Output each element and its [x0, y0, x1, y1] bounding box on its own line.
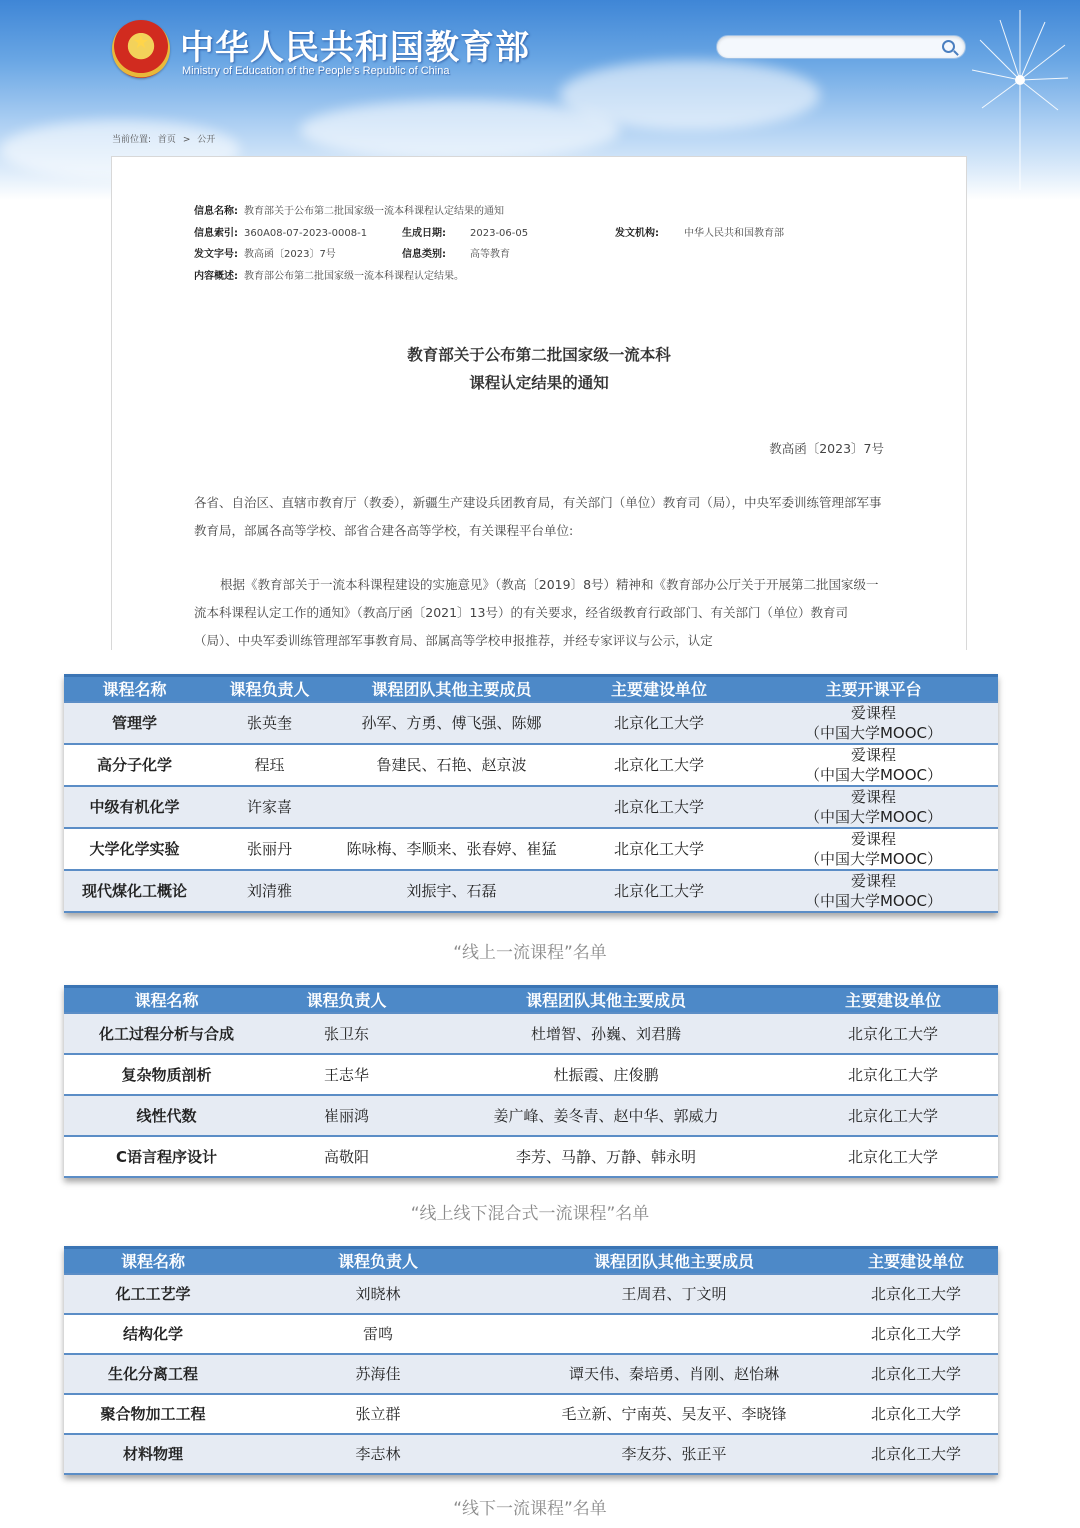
main-unit: 北京化工大学 [569, 828, 749, 870]
course-name: 高分子化学 [64, 744, 205, 786]
table-header-row [64, 676, 998, 702]
course-leader: 张丽丹 [205, 828, 334, 870]
meta-docno-label: 发文字号: [194, 249, 238, 260]
column-header: 主要建设单位 [834, 1248, 998, 1274]
platform-name: 爱课程 [850, 871, 896, 890]
course-leader: 程珏 [205, 744, 334, 786]
table-caption: “线上一流课程”名单 [453, 943, 607, 963]
dandelion-decoration [960, 0, 1070, 190]
main-unit: 北京化工大学 [788, 1136, 998, 1177]
course-name: 复杂物质剖析 [64, 1054, 269, 1095]
course-name: 现代煤化工概论 [64, 870, 205, 912]
national-emblem-logo [112, 20, 170, 78]
document-title [112, 341, 966, 397]
main-unit: 北京化工大学 [834, 1274, 998, 1314]
course-name: 化工过程分析与合成 [64, 1013, 269, 1054]
meta-org-value: 中华人民共和国教育部 [684, 227, 784, 239]
document-number: 教高函〔2023〕7号 [769, 441, 884, 456]
platform-sub: （中国大学MOOC） [804, 723, 943, 742]
main-unit: 北京化工大学 [834, 1434, 998, 1474]
course-leader: 刘晓林 [242, 1274, 514, 1314]
meta-date-value: 2023-06-05 [470, 227, 529, 239]
platform [749, 828, 998, 870]
column-header: 主要开课平台 [749, 676, 998, 702]
team-members [334, 786, 569, 828]
platform [749, 870, 998, 912]
course-leader: 张英奎 [205, 702, 334, 744]
team-members: 李友芬、张正平 [514, 1434, 834, 1474]
team-members: 杜增智、孙巍、刘君腾 [424, 1013, 788, 1054]
platform-name: 爱课程 [850, 829, 896, 848]
main-unit: 北京化工大学 [834, 1394, 998, 1434]
column-header: 课程团队其他主要成员 [334, 676, 569, 702]
platform-sub: （中国大学MOOC） [804, 765, 943, 784]
meta-summary-label: 内容概述: [194, 270, 238, 282]
team-members: 毛立新、宁南英、吴友平、李晓锋 [514, 1394, 834, 1434]
meta-row-index [194, 223, 784, 245]
breadcrumb-separator: > [182, 135, 191, 145]
course-name: 聚合物加工工程 [64, 1394, 242, 1434]
meta-row-summary [194, 266, 504, 288]
meta-date-label: 生成日期: [402, 227, 446, 239]
course-name: 化工工艺学 [64, 1274, 242, 1314]
meta-name-label: 信息名称: [194, 206, 238, 217]
main-unit: 北京化工大学 [788, 1054, 998, 1095]
column-header: 课程负责人 [269, 987, 424, 1013]
course-leader: 苏海佳 [242, 1354, 514, 1394]
course-name: 中级有机化学 [64, 786, 205, 828]
meta-category-label: 信息类别: [402, 249, 446, 260]
meta-org-label: 发文机构: [615, 227, 659, 239]
platform-sub: （中国大学MOOC） [804, 891, 943, 910]
course-leader: 张卫东 [269, 1013, 424, 1054]
column-header: 课程负责人 [242, 1248, 514, 1274]
team-members: 刘振宇、石磊 [334, 870, 569, 912]
course-name: 材料物理 [64, 1434, 242, 1474]
table-row [64, 1354, 998, 1394]
team-members: 孙军、方勇、傅飞强、陈娜 [334, 702, 569, 744]
main-unit: 北京化工大学 [569, 702, 749, 744]
breadcrumb-home-link[interactable]: 首页 [157, 135, 176, 145]
main-unit: 北京化工大学 [788, 1013, 998, 1054]
column-header: 课程负责人 [205, 676, 334, 702]
document-panel [111, 156, 967, 650]
table-row [64, 1434, 998, 1474]
blended-course-table [64, 985, 998, 1178]
course-leader: 高敬阳 [269, 1136, 424, 1177]
table-row [64, 744, 998, 786]
team-members: 姜广峰、姜冬青、赵中华、郭威力 [424, 1095, 788, 1136]
document-title-line1: 教育部关于公布第二批国家级一流本科 [407, 346, 671, 364]
course-name: C语言程序设计 [64, 1136, 269, 1177]
main-unit: 北京化工大学 [788, 1095, 998, 1136]
meta-summary-value: 教育部公布第二批国家级一流本科课程认定结果。 [244, 270, 464, 282]
meta-row-docno [194, 244, 510, 266]
team-members: 陈咏梅、李顺来、张春婷、崔猛 [334, 828, 569, 870]
meta-docno-value: 教高函〔2023〕7号 [244, 249, 336, 260]
main-unit: 北京化工大学 [569, 870, 749, 912]
course-leader: 张立群 [242, 1394, 514, 1434]
column-header: 主要建设单位 [788, 987, 998, 1013]
search-icon[interactable] [942, 40, 955, 53]
meta-index-value: 360A08-07-2023-0008-1 [244, 227, 368, 239]
team-members: 杜振霞、庄俊鹏 [424, 1054, 788, 1095]
table-row [64, 1394, 998, 1434]
meta-category-value: 高等教育 [470, 249, 510, 260]
course-leader: 许家喜 [205, 786, 334, 828]
course-name: 结构化学 [64, 1314, 242, 1354]
table-header-row [64, 1248, 998, 1274]
platform [749, 744, 998, 786]
table-row [64, 786, 998, 828]
column-header: 课程名称 [64, 1248, 242, 1274]
meta-name-value: 教育部关于公布第二批国家级一流本科课程认定结果的通知 [244, 206, 504, 217]
platform-sub: （中国大学MOOC） [804, 807, 943, 826]
course-leader: 李志林 [242, 1434, 514, 1474]
platform [749, 786, 998, 828]
course-name: 生化分离工程 [64, 1354, 242, 1394]
course-name: 大学化学实验 [64, 828, 205, 870]
document-paragraph: 各省、自治区、直辖市教育厅（教委），新疆生产建设兵团教育局，有关部门（单位）教育司（局），中央军委训练管理部军事教育局，部属各高等学校、部省合建各高等学校，有关课程平台单位: [194, 495, 882, 538]
table-row [64, 1274, 998, 1314]
main-unit: 北京化工大学 [834, 1314, 998, 1354]
column-header: 课程团队其他主要成员 [514, 1248, 834, 1274]
table-caption: “线下一流课程”名单 [453, 1499, 607, 1519]
table-row [64, 702, 998, 744]
platform-name: 爱课程 [850, 787, 896, 806]
course-name: 线性代数 [64, 1095, 269, 1136]
platform-name: 爱课程 [850, 745, 896, 764]
table-row [64, 1013, 998, 1054]
site-title: 中华人民共和国教育部 [180, 28, 530, 68]
meta-row-name [194, 201, 504, 223]
course-name: 管理学 [64, 702, 205, 744]
table-row [64, 1054, 998, 1095]
document-meta [194, 201, 784, 287]
offline-course-table [64, 1246, 998, 1475]
platform-name: 爱课程 [850, 703, 896, 722]
site-subtitle: Ministry of Education of the People's Republic of China [182, 65, 450, 77]
main-unit: 北京化工大学 [569, 786, 749, 828]
document-title-line2: 课程认定结果的通知 [469, 374, 609, 392]
document-paragraph: 根据《教育部关于一流本科课程建设的实施意见》（教高〔2019〕8号）精神和《教育部办公厅关于开展第二批国家级一流本科课程认定工作的通知》（教高厅函〔2021〕13号）的有关要求，经省级教育行政部门、有关部门（单位）教育司（局）、中央军委训练管理部军事教育局、部属高等学校申报推荐，并经专家评议与公示，认定 [194, 577, 879, 648]
online-course-table [64, 674, 998, 913]
breadcrumb [112, 132, 219, 145]
platform [749, 702, 998, 744]
table-row [64, 828, 998, 870]
table-header-row [64, 987, 998, 1013]
team-members: 鲁建民、石艳、赵京波 [334, 744, 569, 786]
column-header: 主要建设单位 [569, 676, 749, 702]
breadcrumb-current[interactable]: 公开 [197, 135, 216, 145]
course-leader: 雷鸣 [242, 1314, 514, 1354]
column-header: 课程团队其他主要成员 [424, 987, 788, 1013]
table-row [64, 870, 998, 912]
team-members: 谭天伟、秦培勇、肖刚、赵怡琳 [514, 1354, 834, 1394]
table-row [64, 1136, 998, 1177]
search-box [716, 35, 966, 59]
table-caption: “线上线下混合式一流课程”名单 [410, 1204, 650, 1224]
meta-index-label: 信息索引: [194, 227, 238, 239]
column-header: 课程名称 [64, 987, 269, 1013]
course-leader: 崔丽鸿 [269, 1095, 424, 1136]
platform-sub: （中国大学MOOC） [804, 849, 943, 868]
search-input[interactable] [727, 37, 937, 59]
team-members: 李芳、马静、万静、韩永明 [424, 1136, 788, 1177]
main-unit: 北京化工大学 [569, 744, 749, 786]
table-row [64, 1095, 998, 1136]
team-members: 王周君、丁文明 [514, 1274, 834, 1314]
course-leader: 王志华 [269, 1054, 424, 1095]
course-leader: 刘清雅 [205, 870, 334, 912]
team-members [514, 1314, 834, 1354]
breadcrumb-label: 当前位置: [112, 135, 152, 145]
main-unit: 北京化工大学 [834, 1354, 998, 1394]
column-header: 课程名称 [64, 676, 205, 702]
table-row [64, 1314, 998, 1354]
cloud-decoration [300, 100, 620, 160]
